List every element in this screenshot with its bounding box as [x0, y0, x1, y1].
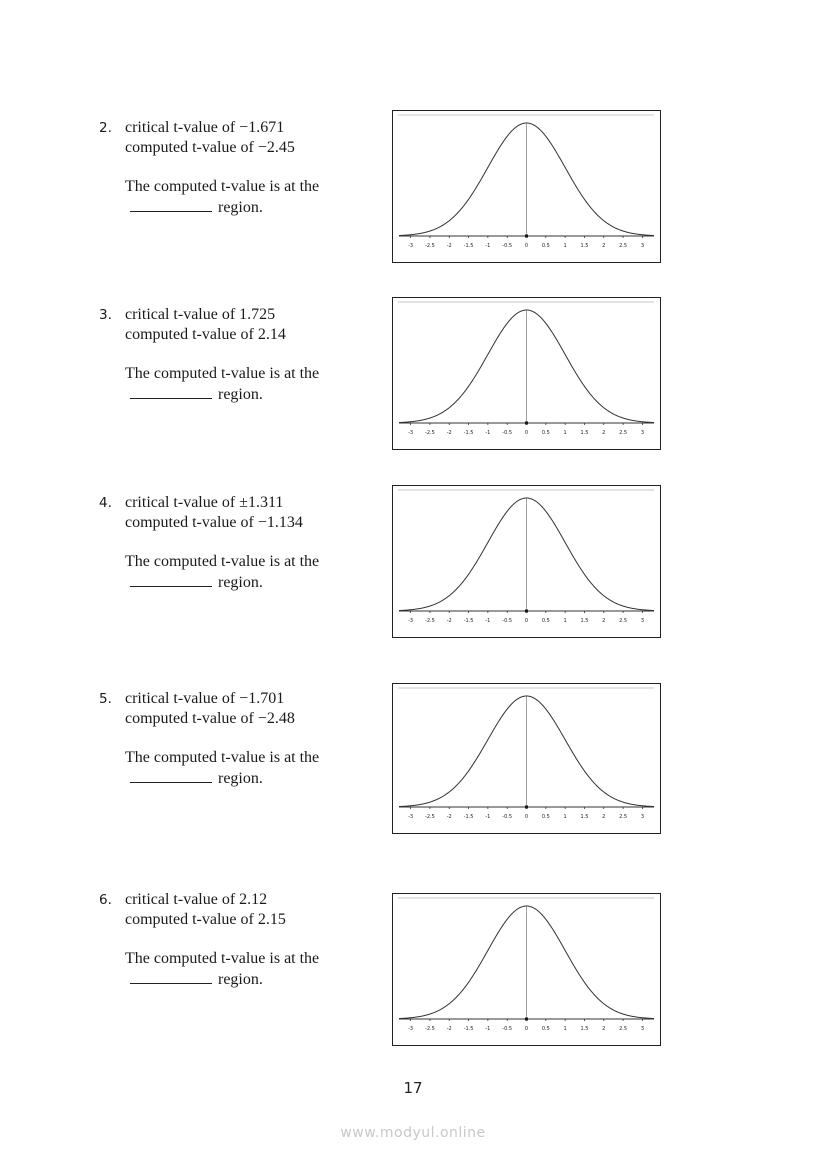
x-tick-label: 2.5	[619, 814, 628, 820]
chart-svg	[393, 684, 660, 833]
x-tick-label: 3	[640, 618, 645, 624]
x-tick-label: 2	[602, 618, 606, 624]
chart-svg	[393, 894, 660, 1045]
critical-value-line: critical t-value of −1.701	[125, 690, 285, 707]
x-tick-label: 1	[563, 430, 567, 436]
answer-blank[interactable]	[130, 197, 212, 212]
x-tick-label: 2	[602, 430, 606, 436]
x-tick-label: 1.5	[580, 1026, 589, 1032]
x-tick-label: 2	[602, 243, 606, 249]
item-text	[125, 118, 387, 218]
x-tick-label: 0.5	[541, 1026, 550, 1032]
item-number: 2.	[99, 120, 112, 136]
answer-blank[interactable]	[130, 384, 212, 399]
x-tick-label: -2.5	[425, 243, 435, 249]
x-tick-label: 2.5	[619, 1026, 628, 1032]
region-label: region.	[218, 386, 263, 403]
x-tick-label: 1	[563, 1026, 567, 1032]
question-line: The computed t-value is at the	[125, 365, 320, 382]
chart-svg	[393, 111, 660, 262]
x-tick-label: 0.5	[541, 814, 550, 820]
question-line: The computed t-value is at the	[125, 950, 320, 967]
x-tick-label: -2.5	[425, 814, 435, 820]
t-distribution-chart	[392, 110, 661, 263]
region-label: region.	[218, 574, 263, 591]
x-tick-label: 1	[563, 618, 567, 624]
question-line: The computed t-value is at the	[125, 553, 320, 570]
x-tick-label: -2	[446, 1026, 452, 1032]
computed-value-line: computed t-value of 2.14	[125, 326, 286, 343]
x-tick-label: -2.5	[425, 1026, 435, 1032]
x-tick-label: -0.5	[502, 430, 513, 436]
x-tick-label: -3	[408, 618, 414, 624]
item-text	[125, 305, 387, 405]
t-distribution-chart	[392, 297, 661, 450]
x-tick-label: -1.5	[463, 618, 474, 624]
x-tick-label: 3	[640, 243, 645, 249]
x-tick-label: 0	[524, 814, 529, 820]
x-tick-label: 1.5	[580, 814, 589, 820]
answer-blank[interactable]	[130, 969, 212, 984]
critical-value-line: critical t-value of 1.725	[125, 306, 276, 323]
x-tick-label: 3	[640, 814, 645, 820]
critical-value-line: critical t-value of −1.671	[125, 119, 285, 136]
x-tick-label: 1.5	[580, 243, 589, 249]
x-tick-label: 3	[640, 1026, 645, 1032]
x-tick-label: -0.5	[502, 243, 513, 249]
answer-blank[interactable]	[130, 768, 212, 783]
x-tick-label: 1	[563, 814, 567, 820]
item-number: 5.	[99, 691, 112, 707]
item-text	[125, 890, 387, 990]
x-tick-label: -2.5	[425, 430, 435, 436]
x-tick-label: -1	[485, 430, 491, 436]
x-tick-label: -2	[446, 618, 452, 624]
x-tick-label: 1	[563, 243, 567, 249]
chart-svg	[393, 486, 660, 637]
item-number: 4.	[99, 495, 112, 511]
region-label: region.	[218, 199, 263, 216]
x-tick-label: 0	[524, 1026, 529, 1032]
answer-blank[interactable]	[130, 572, 212, 587]
item-text	[125, 689, 387, 789]
t-distribution-chart	[392, 683, 661, 834]
x-tick-label: -0.5	[502, 814, 513, 820]
x-tick-label: -1	[485, 814, 491, 820]
x-tick-label: -1.5	[463, 1026, 474, 1032]
x-tick-label: -0.5	[502, 618, 513, 624]
x-tick-label: -2	[446, 430, 452, 436]
computed-value-line: computed t-value of −2.48	[125, 710, 295, 727]
x-tick-label: 0.5	[541, 243, 550, 249]
critical-value-line: critical t-value of 2.12	[125, 891, 268, 908]
x-tick-label: 2	[602, 1026, 606, 1032]
x-tick-label: 1.5	[580, 430, 589, 436]
t-distribution-chart	[392, 893, 661, 1046]
region-label: region.	[218, 770, 263, 787]
x-tick-label: -2	[446, 814, 452, 820]
x-tick-label: -2	[446, 243, 452, 249]
x-tick-label: 2.5	[619, 430, 628, 436]
critical-value-line: critical t-value of ±1.311	[125, 494, 284, 511]
x-tick-label: -1	[485, 1026, 491, 1032]
item-number: 6.	[99, 892, 112, 908]
x-tick-label: 1.5	[580, 618, 589, 624]
x-tick-label: 2.5	[619, 243, 628, 249]
x-tick-label: -3	[408, 243, 414, 249]
x-tick-label: 2.5	[619, 618, 628, 624]
x-tick-label: 2	[602, 814, 606, 820]
x-tick-label: -3	[408, 1026, 414, 1032]
x-tick-label: -0.5	[502, 1026, 513, 1032]
x-tick-label: 0	[524, 243, 529, 249]
t-distribution-chart	[392, 485, 661, 638]
question-line: The computed t-value is at the	[125, 749, 320, 766]
x-tick-label: -1	[485, 618, 491, 624]
computed-value-line: computed t-value of −2.45	[125, 139, 295, 156]
item-number: 3.	[99, 307, 112, 323]
x-tick-label: 0	[524, 618, 529, 624]
x-tick-label: -2.5	[425, 618, 435, 624]
item-text	[125, 493, 387, 593]
x-tick-label: -1.5	[463, 814, 474, 820]
question-line: The computed t-value is at the	[125, 178, 320, 195]
x-tick-label: -3	[408, 814, 414, 820]
x-tick-label: -3	[408, 430, 414, 436]
region-label: region.	[218, 971, 263, 988]
x-tick-label: 3	[640, 430, 645, 436]
x-tick-label: -1.5	[463, 430, 474, 436]
page-number: 17	[403, 1079, 423, 1097]
x-tick-label: 0.5	[541, 430, 550, 436]
computed-value-line: computed t-value of −1.134	[125, 514, 303, 531]
watermark: www.modyul.online	[340, 1125, 486, 1141]
x-tick-label: 0.5	[541, 618, 550, 624]
chart-svg	[393, 298, 660, 449]
x-tick-label: -1	[485, 243, 491, 249]
computed-value-line: computed t-value of 2.15	[125, 911, 286, 928]
x-tick-label: -1.5	[463, 243, 474, 249]
x-tick-label: 0	[524, 430, 529, 436]
